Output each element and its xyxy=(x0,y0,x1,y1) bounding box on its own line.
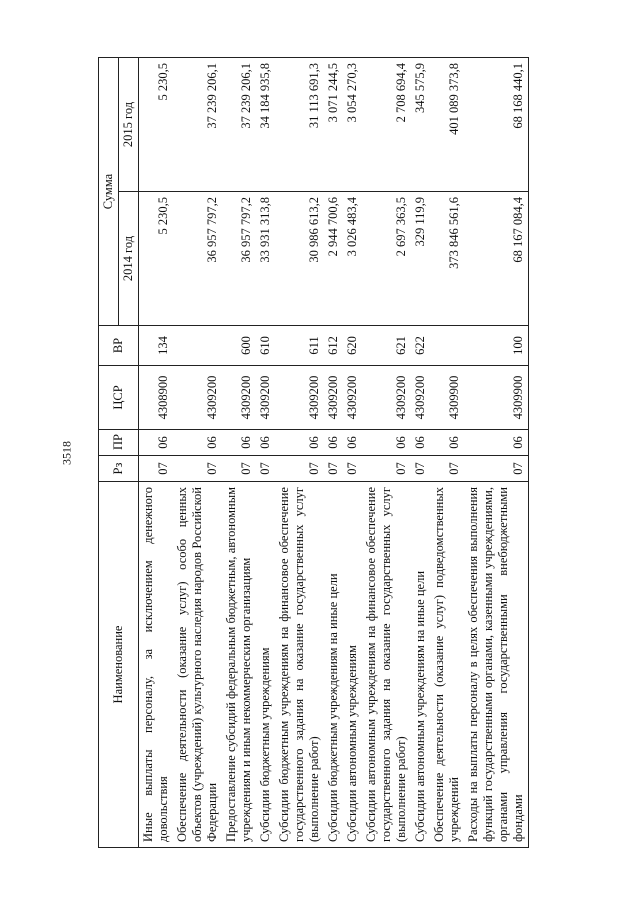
table-row xyxy=(222,58,256,848)
row-vr: 622 xyxy=(411,326,430,366)
table-row xyxy=(324,58,343,848)
row-sum-2014: 68 167 084,4 xyxy=(464,192,529,326)
table-row xyxy=(430,58,464,848)
row-csr: 4308900 xyxy=(139,366,174,430)
row-pr: 06 xyxy=(343,430,362,456)
header-name: Наименование xyxy=(99,482,139,848)
row-name: Субсидии автономным учреждениям xyxy=(343,482,362,848)
table-row xyxy=(411,58,430,848)
row-sum-2015: 37 239 206,1 xyxy=(222,58,256,192)
row-csr: 4309200 xyxy=(256,366,275,430)
row-name: Обеспечение деятельности (оказание услуг) особо ценных объектов (учреждений) культурного наследия народов Российской Федерации xyxy=(173,482,222,848)
row-sum-2015: 34 184 935,8 xyxy=(256,58,275,192)
row-rz: 07 xyxy=(173,456,222,482)
header-rz: Рз xyxy=(99,456,139,482)
row-csr: 4309900 xyxy=(464,366,529,430)
row-sum-2015: 401 089 373,8 xyxy=(430,58,464,192)
row-name: Субсидии бюджетным учреждениям на иные цели xyxy=(324,482,343,848)
row-sum-2014: 36 957 797,2 xyxy=(173,192,222,326)
row-pr: 06 xyxy=(464,430,529,456)
row-sum-2014: 5 230,5 xyxy=(139,192,174,326)
row-sum-2014: 30 986 613,2 xyxy=(275,192,324,326)
row-name: Расходы на выплаты персоналу в целях обеспечения выполнения функций государственными органами, казенными учреждениями, органами управления государственными внебюджетными фондами xyxy=(464,482,529,848)
row-vr: 620 xyxy=(343,326,362,366)
row-pr: 06 xyxy=(173,430,222,456)
row-name: Субсидии бюджетным учреждениям на финансовое обеспечение государственного задания на оказание государственных услуг (выполнение работ) xyxy=(275,482,324,848)
row-vr: 610 xyxy=(256,326,275,366)
row-csr: 4309200 xyxy=(275,366,324,430)
budget-table xyxy=(98,57,529,848)
row-pr: 06 xyxy=(256,430,275,456)
row-vr: 134 xyxy=(139,326,174,366)
row-pr: 06 xyxy=(324,430,343,456)
header-year-2015: 2015 год xyxy=(119,58,139,192)
row-pr: 06 xyxy=(362,430,411,456)
row-rz: 07 xyxy=(139,456,174,482)
row-sum-2014: 36 957 797,2 xyxy=(222,192,256,326)
row-csr: 4309200 xyxy=(324,366,343,430)
row-vr: 611 xyxy=(275,326,324,366)
row-vr xyxy=(430,326,464,366)
row-sum-2015: 345 575,9 xyxy=(411,58,430,192)
row-sum-2014: 2 944 700,6 xyxy=(324,192,343,326)
header-sum: Сумма xyxy=(99,58,119,326)
row-pr: 06 xyxy=(139,430,174,456)
row-rz: 07 xyxy=(362,456,411,482)
header-vr: ВР xyxy=(99,326,139,366)
row-sum-2014: 33 931 313,8 xyxy=(256,192,275,326)
row-pr: 06 xyxy=(411,430,430,456)
row-name: Субсидии бюджетным учреждениям xyxy=(256,482,275,848)
row-rz: 07 xyxy=(256,456,275,482)
row-csr: 4309200 xyxy=(222,366,256,430)
row-sum-2015: 2 708 694,4 xyxy=(362,58,411,192)
row-sum-2014: 2 697 363,5 xyxy=(362,192,411,326)
table-row xyxy=(343,58,362,848)
page-number: 3518 xyxy=(59,441,74,465)
header-row xyxy=(99,58,119,848)
row-vr: 600 xyxy=(222,326,256,366)
row-name: Субсидии автономным учреждениям на финансовое обеспечение государственного задания на оказание государственных услуг (выполнение работ) xyxy=(362,482,411,848)
row-sum-2015: 3 054 270,3 xyxy=(343,58,362,192)
row-name: Предоставление субсидий федеральным бюджетным, автономным учреждениям и иным некоммерческим организациям xyxy=(222,482,256,848)
table-row xyxy=(464,58,529,848)
row-vr: 621 xyxy=(362,326,411,366)
row-csr: 4309200 xyxy=(343,366,362,430)
row-name: Обеспечение деятельности (оказание услуг) подведомственных учреждений xyxy=(430,482,464,848)
table-row xyxy=(275,58,324,848)
row-rz: 07 xyxy=(324,456,343,482)
table-row xyxy=(362,58,411,848)
row-rz: 07 xyxy=(411,456,430,482)
row-csr: 4309200 xyxy=(362,366,411,430)
row-pr: 06 xyxy=(222,430,256,456)
row-sum-2015: 37 239 206,1 xyxy=(173,58,222,192)
row-csr: 4309900 xyxy=(430,366,464,430)
row-rz: 07 xyxy=(343,456,362,482)
header-pr: ПР xyxy=(99,430,139,456)
row-pr: 06 xyxy=(275,430,324,456)
row-vr: 100 xyxy=(464,326,529,366)
row-sum-2015: 5 230,5 xyxy=(139,58,174,192)
table-row xyxy=(139,58,174,848)
row-sum-2015: 31 113 691,3 xyxy=(275,58,324,192)
row-rz: 07 xyxy=(430,456,464,482)
row-name: Субсидии автономным учреждениям на иные цели xyxy=(411,482,430,848)
row-csr: 4309200 xyxy=(411,366,430,430)
row-rz: 07 xyxy=(275,456,324,482)
row-sum-2014: 3 026 483,4 xyxy=(343,192,362,326)
row-pr: 06 xyxy=(430,430,464,456)
row-vr xyxy=(173,326,222,366)
row-vr: 612 xyxy=(324,326,343,366)
table-row xyxy=(256,58,275,848)
row-sum-2015: 68 168 440,1 xyxy=(464,58,529,192)
budget-table-container xyxy=(98,58,536,848)
row-rz: 07 xyxy=(222,456,256,482)
row-rz: 07 xyxy=(464,456,529,482)
row-sum-2015: 3 071 244,5 xyxy=(324,58,343,192)
row-csr: 4309200 xyxy=(173,366,222,430)
header-year-2014: 2014 год xyxy=(119,192,139,326)
header-csr: ЦСР xyxy=(99,366,139,430)
row-name: Иные выплаты персоналу, за исключением денежного довольствия xyxy=(139,482,174,848)
row-sum-2014: 329 119,9 xyxy=(411,192,430,326)
row-sum-2014: 373 846 561,6 xyxy=(430,192,464,326)
table-row xyxy=(173,58,222,848)
